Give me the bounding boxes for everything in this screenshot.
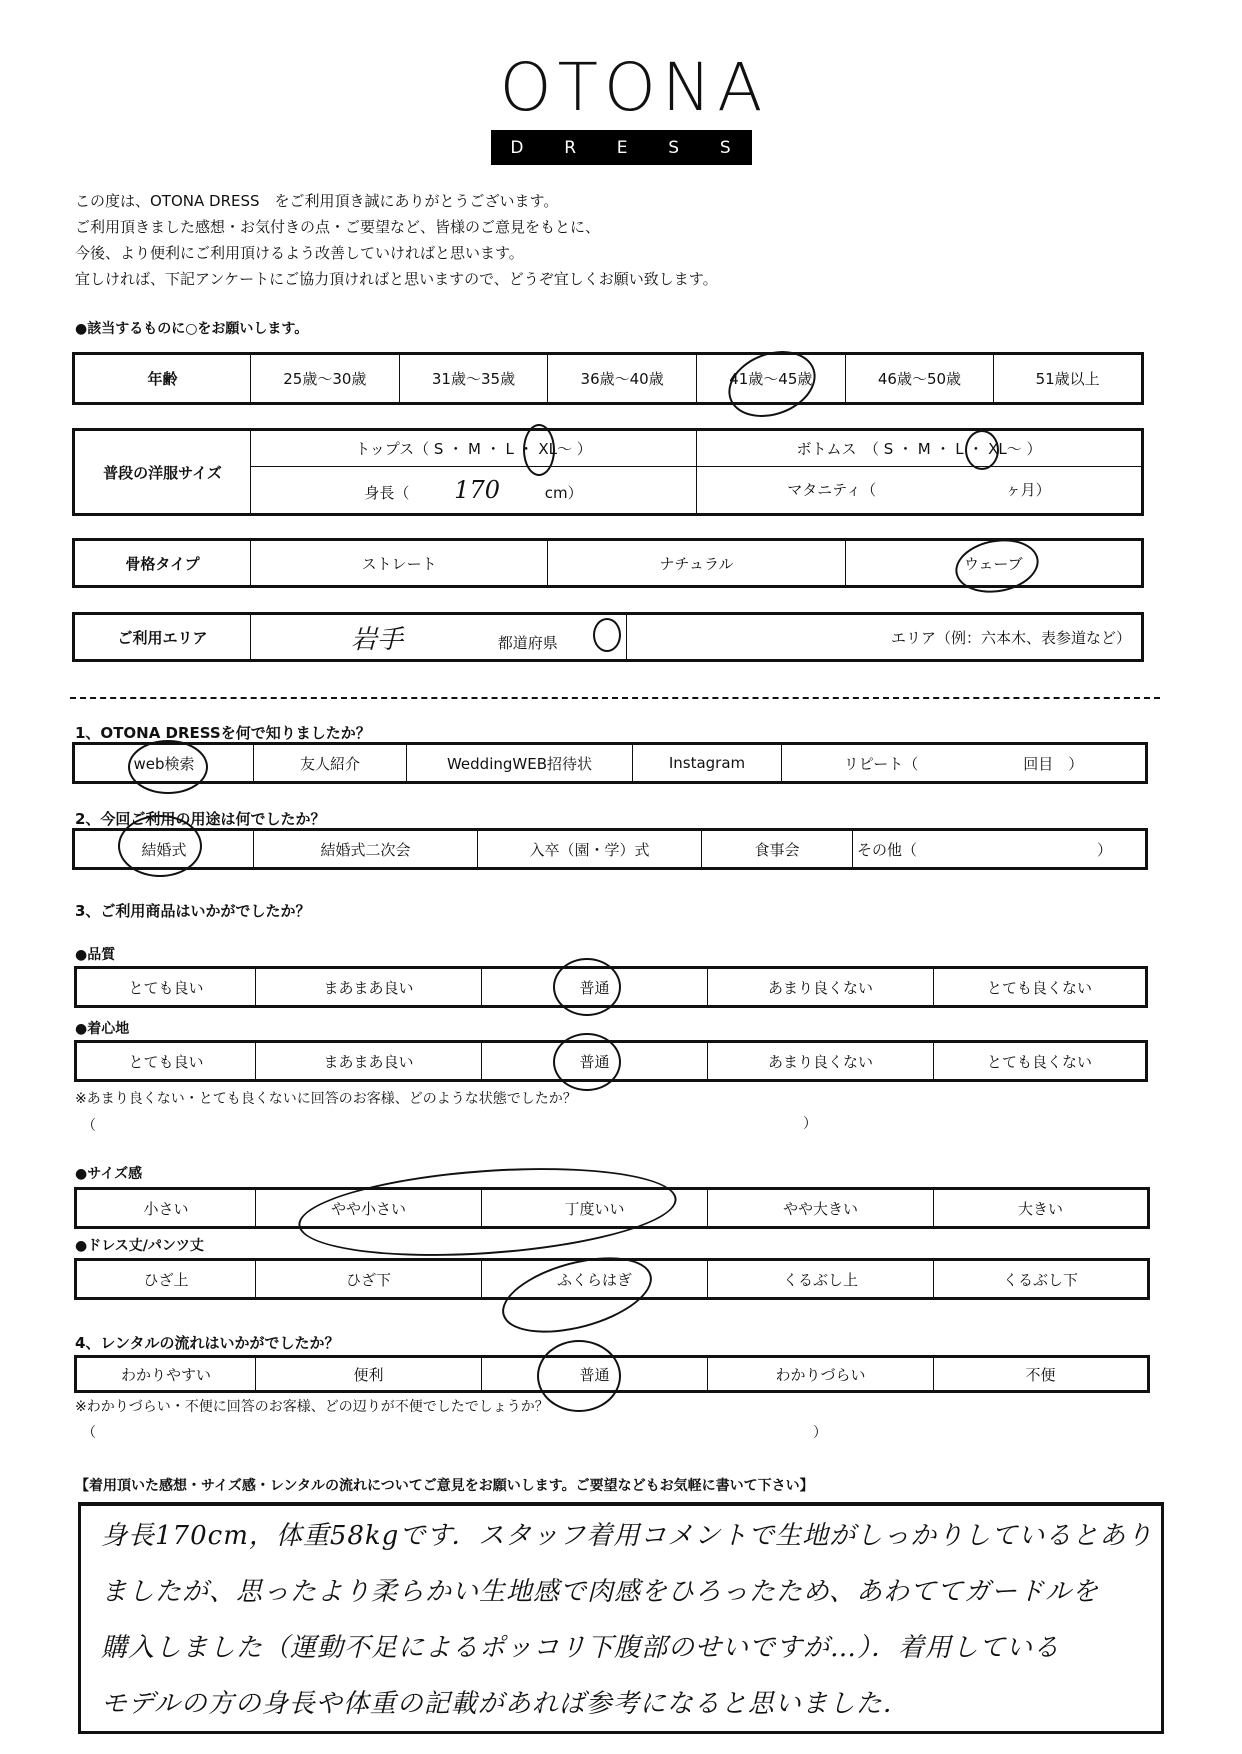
comfort-paren-open: （	[82, 1118, 96, 1134]
comments-heading: 【着用頂いた感想・サイズ感・レンタルの流れについてご意見をお願いします。ご要望などもお気軽に書いて下さい】	[75, 1478, 814, 1494]
age-label: 年齢	[74, 354, 251, 404]
logo-letter: S	[719, 137, 733, 158]
brand-logo: OTONA	[499, 49, 769, 126]
length-option[interactable]: ひざ上	[76, 1260, 256, 1299]
age-option[interactable]: 25歳～30歳	[251, 354, 400, 404]
comfort-option[interactable]: まあまあ良い	[256, 1042, 482, 1081]
age-option[interactable]: 46歳～50歳	[845, 354, 994, 404]
fit-label: ●サイズ感	[75, 1166, 143, 1182]
intro-line: この度は、OTONA DRESS をご利用頂き誠にありがとうございます。	[75, 192, 559, 210]
divider	[70, 697, 1160, 699]
q2-option[interactable]: 食事会	[702, 830, 853, 869]
height-value: 170	[454, 475, 500, 504]
body-type-option[interactable]: ストレート	[251, 540, 548, 587]
q4-option[interactable]: わかりづらい	[708, 1357, 934, 1392]
q4-option[interactable]: 不便	[934, 1357, 1149, 1392]
comfort-option[interactable]: とても良くない	[934, 1042, 1147, 1081]
comfort-option[interactable]: とても良い	[76, 1042, 256, 1081]
comment-line: ましたが、思ったより柔らかい生地感で肉感をひろったため、あわててガードルを	[101, 1577, 1099, 1607]
q1-option[interactable]: WeddingWEB招待状	[407, 744, 633, 783]
length-option[interactable]: ひざ下	[256, 1260, 482, 1299]
age-option[interactable]: 51歳以上	[994, 354, 1143, 404]
q1-option[interactable]: Instagram	[633, 744, 782, 783]
comfort-option-selected[interactable]: 普通	[482, 1042, 708, 1081]
fit-option[interactable]: 大きい	[934, 1189, 1149, 1228]
length-option-selected[interactable]: ふくらはぎ	[482, 1260, 708, 1299]
intro-text	[75, 188, 718, 292]
q4-option[interactable]: 便利	[256, 1357, 482, 1392]
comfort-label: ●着心地	[75, 1021, 130, 1037]
length-table	[74, 1258, 1150, 1300]
q4-paren-open: （	[82, 1425, 96, 1441]
comment-line: 購入しました（運動不足によるポッコリ下腹部のせいですが…）．着用している	[101, 1633, 1061, 1663]
body-type-table	[72, 538, 1144, 588]
logo-letter: D	[510, 137, 526, 158]
prefecture-suffix: 都道府県	[497, 633, 558, 652]
quality-option-selected[interactable]: 普通	[482, 968, 708, 1007]
q1-option[interactable]: 友人紹介	[254, 744, 407, 783]
size-table	[72, 428, 1144, 516]
quality-option[interactable]: とても良い	[76, 968, 256, 1007]
quality-label: ●品質	[75, 947, 116, 963]
area-hint[interactable]: エリア（例：六本木、表参道など）	[627, 614, 1143, 661]
body-type-option[interactable]: ナチュラル	[548, 540, 845, 587]
q1-table	[72, 742, 1148, 784]
height-field[interactable]: 身長（ 170 cm）	[251, 466, 697, 514]
quality-option[interactable]: とても良くない	[934, 968, 1147, 1007]
q1-option-selected[interactable]: web検索	[74, 744, 254, 783]
comfort-option[interactable]: あまり良くない	[708, 1042, 934, 1081]
q2-option-other[interactable]: その他（ ）	[853, 830, 1147, 869]
age-option-selected[interactable]: 41歳～45歳	[696, 354, 845, 404]
logo-letter: S	[668, 137, 682, 158]
fit-option[interactable]: やや大きい	[708, 1189, 934, 1228]
quality-table	[74, 966, 1148, 1008]
logo-letter: R	[564, 137, 579, 158]
area-table	[72, 612, 1144, 662]
q2-option-selected[interactable]: 結婚式	[74, 830, 254, 869]
length-option[interactable]: くるぶし上	[708, 1260, 934, 1299]
area-label: ご利用エリア	[74, 614, 251, 661]
fit-option-selected[interactable]: 丁度いい	[482, 1189, 708, 1228]
comment-line: モデルの方の身長や体重の記載があれば参考になると思いました．	[101, 1689, 910, 1719]
quality-option[interactable]: あまり良くない	[708, 968, 934, 1007]
quality-option[interactable]: まあまあ良い	[256, 968, 482, 1007]
fit-option-selected[interactable]: やや小さい	[256, 1189, 482, 1228]
intro-line: ご利用頂きました感想・お気付きの点・ご要望など、皆様のご意見をもとに、	[75, 218, 601, 236]
q1-title: 1、OTONA DRESSを何で知りましたか？	[75, 724, 371, 742]
intro-line: 宜しければ、下記アンケートにご協力頂ければと思いますので、どうぞ宜しくお願い致します。	[75, 270, 718, 288]
q4-title: 4、レンタルの流れはいかがでしたか？	[75, 1334, 340, 1352]
q2-title: 2、今回ご利用の用途は何でしたか？	[75, 810, 326, 828]
fit-table	[74, 1187, 1150, 1229]
age-table	[72, 352, 1144, 405]
comfort-table	[74, 1040, 1148, 1082]
q2-option[interactable]: 結婚式二次会	[254, 830, 478, 869]
fit-option[interactable]: 小さい	[76, 1189, 256, 1228]
age-option[interactable]: 36歳～40歳	[548, 354, 697, 404]
length-option[interactable]: くるぶし下	[934, 1260, 1149, 1299]
comment-line: 身長170cm，体重58kgです．スタッフ着用コメントで生地がしっかりしているとあり	[101, 1521, 1154, 1551]
size-label: 普段の洋服サイズ	[74, 430, 251, 515]
brand-logo-subbar	[491, 130, 752, 165]
q2-option[interactable]: 入卒（園・学）式	[478, 830, 702, 869]
age-option[interactable]: 31歳～35歳	[399, 354, 548, 404]
logo-letter: E	[616, 137, 630, 158]
q4-option[interactable]: わかりやすい	[76, 1357, 256, 1392]
comfort-note: ※あまり良くない・とても良くないに回答のお客様、どのような状態でしたか？	[75, 1091, 577, 1107]
q4-note: ※わかりづらい・不便に回答のお客様、どの辺りが不便でしたでしょうか？	[75, 1399, 549, 1415]
length-label: ●ドレス丈/パンツ丈	[75, 1238, 204, 1254]
q4-paren-close: ）	[813, 1425, 827, 1441]
body-type-option-selected[interactable]: ウェーブ	[845, 540, 1142, 587]
q2-table	[72, 828, 1148, 870]
comments-box[interactable]	[78, 1502, 1164, 1734]
intro-line: 今後、より便利にご利用頂けるよう改善していければと思います。	[75, 244, 524, 262]
q1-option-repeat[interactable]: リピート（ 回目 ）	[782, 744, 1147, 783]
tops-size-option[interactable]: トップス（ S ・ M ・ L ・ XL～ ）	[251, 430, 697, 467]
maternity-field[interactable]: マタニティ（ ヶ月）	[697, 466, 1143, 514]
bottoms-size-option[interactable]: ボトムス （ S ・ M ・ L ・ XL～ ）	[697, 430, 1143, 467]
q3-title: 3、ご利用商品はいかがでしたか？	[75, 902, 311, 920]
instruction: ●該当するものに○をお願いします。	[75, 321, 309, 337]
prefecture-value: 岩手	[351, 624, 404, 655]
comfort-paren-close: ）	[803, 1116, 817, 1132]
body-type-label: 骨格タイプ	[74, 540, 251, 587]
prefecture-field[interactable]	[251, 614, 627, 661]
q4-option-selected[interactable]: 普通	[482, 1357, 708, 1392]
q4-table	[74, 1355, 1150, 1393]
